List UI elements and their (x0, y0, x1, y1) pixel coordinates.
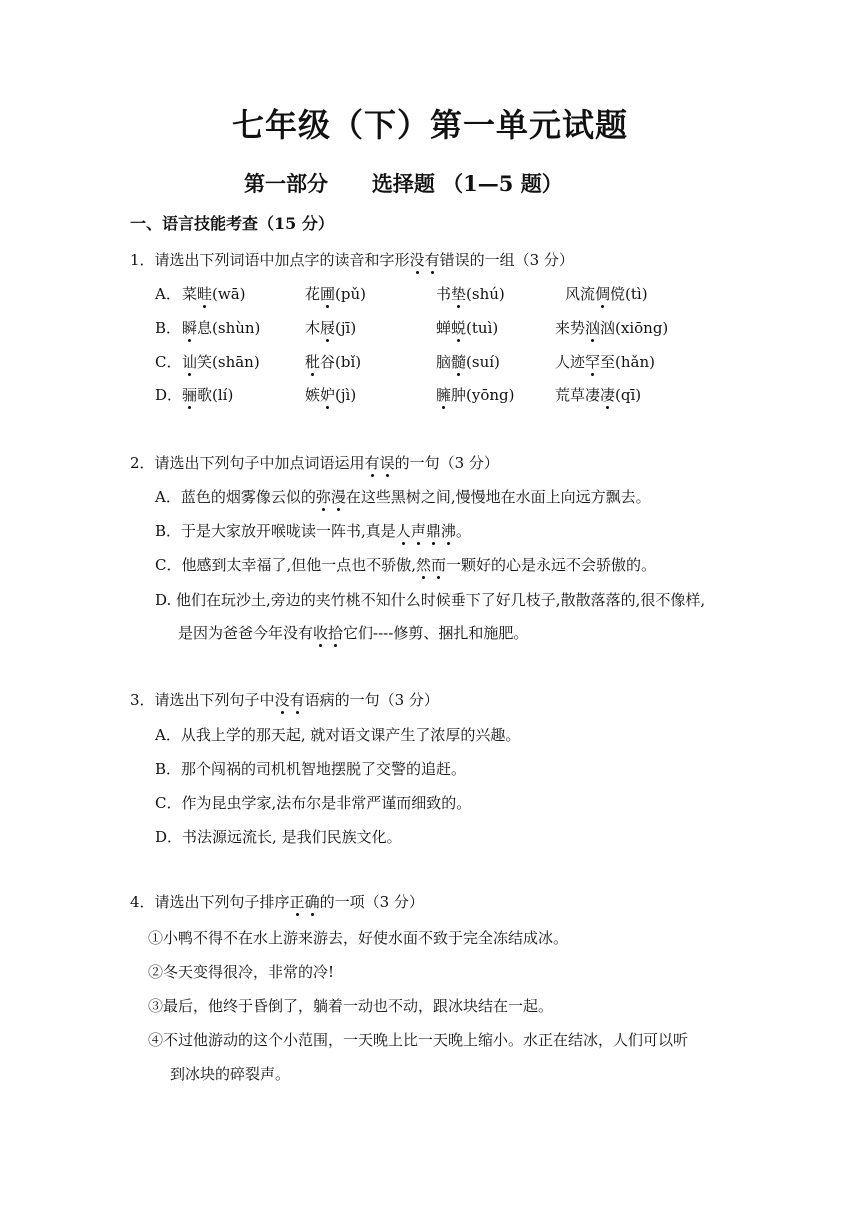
option-word: 风流倜傥(tì) (565, 285, 648, 303)
question-1-stem: 1．请选出下列词语中加点字的读音和字形没有错误的一组（3 分） (130, 251, 574, 269)
question-4-sentence-1: ①小鸭不得不在水上游来游去，好使水面不致于完全冻结成冰。 (148, 929, 569, 947)
option-word: 骊歌(lí) (182, 386, 234, 404)
option-word: 臃肿(yōng) (436, 386, 515, 404)
option-word: 脑髓(suí) (436, 353, 500, 371)
question-3-option-d: D．书法源远流长, 是我们民族文化。 (155, 828, 402, 846)
option-word: 书垫(shú) (436, 285, 505, 303)
question-2-option-d-line2: 是因为爸爸今年没有收拾它们----修剪、捆扎和施肥。 (178, 624, 529, 642)
question-3-option-a: A．从我上学的那天起, 就对语文课产生了浓厚的兴趣。 (155, 726, 521, 744)
question-2-option-b: B．于是大家放开喉咙读一阵书,真是人声鼎沸。 (155, 522, 471, 540)
question-2-option-c: C．他感到太幸福了,但他一点也不骄傲,然而一颗好的心是永远不会骄傲的。 (155, 556, 657, 574)
option-word: 秕谷(bǐ) (305, 353, 362, 371)
section-heading: 一、语言技能考查（15 分） (130, 214, 334, 233)
page-title: 七年级（下）第一单元试题 (231, 106, 628, 144)
question-3-option-c: C．作为昆虫学家,法布尔是非常严谨而细致的。 (155, 794, 472, 812)
option-word: 菜畦(wā) (182, 285, 246, 303)
question-2-option-d-line1: D. 他们在玩沙土,旁边的夹竹桃不知什么时候垂下了好几枝子,散散落落的,很不像样, (155, 591, 706, 609)
question-4-sentence-3: ③最后，他终于昏倒了，躺着一动也不动，跟冰块结在一起。 (148, 997, 554, 1015)
question-4-sentence-2: ②冬天变得很冷，非常的冷! (148, 963, 335, 981)
part-heading: 第一部分 选择题 （1—5 题） (244, 171, 563, 196)
question-4-sentence-4-line2: 到冰块的碎裂声。 (170, 1065, 291, 1083)
option-label: C． (155, 353, 182, 371)
question-2-stem: 2．请选出下列句子中加点词语运用有误的一句（3 分） (130, 454, 499, 472)
option-label: B． (155, 319, 182, 337)
option-word: 荒草凄凄(qī) (555, 386, 642, 404)
option-word: 人迹罕至(hǎn) (555, 353, 655, 371)
option-word: 来势汹汹(xiōng) (555, 319, 669, 337)
question-4-stem: 4．请选出下列句子排序正确的一项（3 分） (130, 893, 424, 911)
option-word: 木屐(jī) (305, 319, 357, 337)
question-3-option-b: B．那个闯祸的司机机智地摆脱了交警的追赶。 (155, 760, 467, 778)
question-3-stem: 3．请选出下列句子中没有语病的一句（3 分） (130, 691, 439, 709)
option-label: A． (155, 285, 181, 303)
option-word: 花圃(pǔ) (305, 285, 366, 303)
option-label: D． (155, 386, 183, 404)
option-word: 蝉蜕(tuì) (436, 319, 499, 337)
option-word: 讪笑(shān) (182, 353, 260, 371)
question-4-sentence-4-line1: ④不过他游动的这个小范围，一天晚上比一天晚上缩小。水正在结冰，人们可以听 (148, 1031, 689, 1049)
question-2-option-a: A．蓝色的烟雾像云似的弥漫在这些黑树之间,慢慢地在水面上向远方飘去。 (155, 488, 651, 506)
option-word: 瞬息(shùn) (182, 319, 261, 337)
option-word: 嫉妒(jì) (305, 386, 357, 404)
